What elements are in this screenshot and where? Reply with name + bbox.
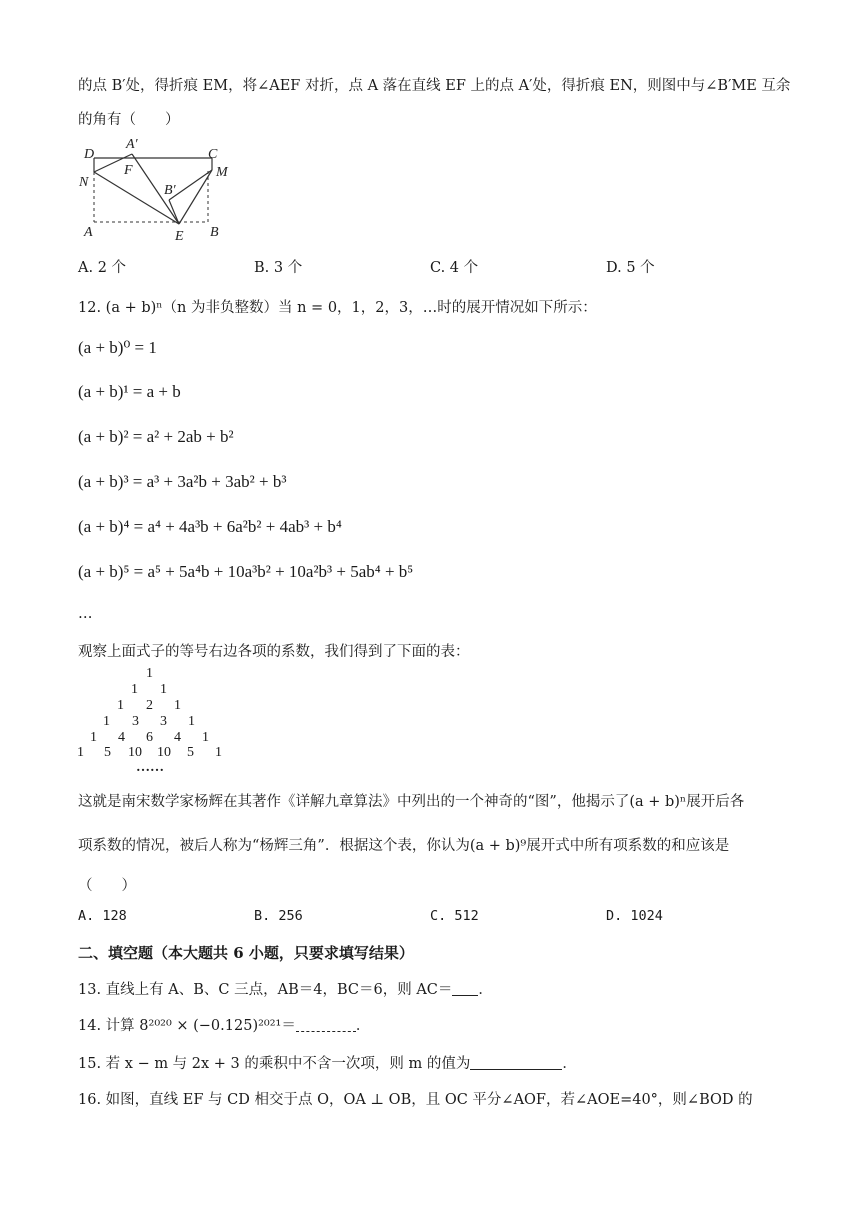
tri-dots: …… bbox=[136, 760, 164, 775]
tri-r4-c2: 6 bbox=[146, 730, 153, 745]
tri-r5-c1: 5 bbox=[104, 745, 111, 760]
q12-para-line2: 项系数的情况，被后人称为“杨辉三角”．根据这个表，你认为(a + b)⁹展开式中所有项系数的和应该是 bbox=[78, 838, 730, 854]
tri-r5-c4: 5 bbox=[187, 745, 194, 760]
fig-label-E: E bbox=[175, 229, 184, 244]
fig-label-N: N bbox=[79, 175, 89, 190]
q12-paren: （ ） bbox=[78, 878, 136, 894]
tri-r3-c1: 3 bbox=[132, 714, 139, 729]
q12-option-a: A. 128 bbox=[78, 908, 127, 924]
q12-observe: 观察上面式子的等号右边各项的系数，我们得到了下面的表： bbox=[78, 644, 470, 660]
q14-answer-blank[interactable] bbox=[296, 1017, 356, 1032]
tri-r1-c0: 1 bbox=[131, 682, 138, 697]
section-2-heading: 二、填空题（本大题共 6 小题，只要求填写结果） bbox=[78, 944, 414, 962]
q13 bbox=[78, 978, 493, 999]
q16-text: 16. 如图，直线 EF 与 CD 相交于点 O，OA ⊥ OB，且 OC 平分∠AOF，若∠AOE=40°，则∠BOD 的 bbox=[78, 1092, 753, 1108]
tri-r4-c3: 4 bbox=[174, 730, 181, 745]
q13-text: 13. 直线上有 A、B、C 三点，AB＝4，BC＝6，则 AC＝ bbox=[78, 982, 453, 998]
q13-answer-blank[interactable] bbox=[452, 981, 478, 996]
tri-r2-c0: 1 bbox=[117, 698, 124, 713]
q11-option-b: B. 3 个 bbox=[254, 260, 303, 276]
fig-label-M: M bbox=[216, 165, 228, 180]
q12-eq3: (a + b)³ = a³ + 3a²b + 3ab² + b³ bbox=[78, 472, 287, 491]
tri-r5-c5: 1 bbox=[215, 745, 222, 760]
q12-eq5: (a + b)⁵ = a⁵ + 5a⁴b + 10a³b² + 10a²b³ + 5ab⁴ + b⁵ bbox=[78, 562, 414, 581]
q15-end: ． bbox=[562, 1056, 577, 1072]
q12-eq4: (a + b)⁴ = a⁴ + 4a³b + 6a²b² + 4ab³ + b⁴ bbox=[78, 517, 342, 536]
tri-r2-c1: 2 bbox=[146, 698, 153, 713]
tri-r3-c3: 1 bbox=[188, 714, 195, 729]
tri-r4-c1: 4 bbox=[118, 730, 125, 745]
q12-intro: 12. (a + b)ⁿ（n 为非负整数）当 n = 0，1，2，3，…时的展开情况如下所示： bbox=[78, 300, 597, 316]
q12-option-c: C. 512 bbox=[430, 908, 479, 924]
tri-r3-c0: 1 bbox=[103, 714, 110, 729]
q11-line1: 的点 B′处，得折痕 EM，将∠AEF 对折，点 A 落在直线 EF 上的点 A′处，得折痕 EN，则图中与∠B′ME 互余 bbox=[78, 78, 791, 94]
q14-end: ． bbox=[355, 1018, 371, 1034]
fig-label-A: A bbox=[84, 225, 93, 240]
q15-text: 15. 若 x − m 与 2x + 3 的乘积中不含一次项，则 m 的值为 bbox=[78, 1056, 471, 1072]
q12-eq2: (a + b)² = a² + 2ab + b² bbox=[78, 427, 234, 446]
tri-r5-c0: 1 bbox=[77, 745, 84, 760]
q11-option-c: C. 4 个 bbox=[430, 260, 479, 276]
q12-eq1: (a + b)¹ = a + b bbox=[78, 382, 181, 401]
q12-option-d: D. 1024 bbox=[606, 908, 663, 924]
q14-text: 14. 计算 8²⁰²⁰ × (−0.125)²⁰²¹＝ bbox=[78, 1018, 296, 1034]
q13-end: ． bbox=[478, 982, 493, 998]
tri-r5-c3: 10 bbox=[157, 745, 171, 760]
q14 bbox=[78, 1014, 370, 1035]
fig-label-B-prime: B′ bbox=[164, 183, 176, 198]
fig-label-A-prime: A′ bbox=[126, 137, 138, 152]
q11-line2: 的角有（ ） bbox=[78, 112, 180, 128]
q11-option-a: A. 2 个 bbox=[78, 260, 127, 276]
fig-label-B: B bbox=[210, 225, 219, 240]
tri-r1-c1: 1 bbox=[160, 682, 167, 697]
tri-r0-c0: 1 bbox=[146, 666, 153, 681]
tri-r2-c2: 1 bbox=[174, 698, 181, 713]
fig-label-D: D bbox=[84, 147, 95, 162]
q12-para-line1: 这就是南宋数学家杨辉在其著作《详解九章算法》中列出的一个神奇的“图”，他揭示了(a + b)ⁿ展开后各 bbox=[78, 794, 745, 810]
q12-eq0: (a + b)⁰ = 1 bbox=[78, 338, 157, 357]
q15-answer-blank[interactable] bbox=[470, 1055, 562, 1070]
q11-option-d: D. 5 个 bbox=[606, 260, 655, 276]
tri-r4-c4: 1 bbox=[202, 730, 209, 745]
q12-ellipsis: … bbox=[78, 606, 93, 622]
tri-r5-c2: 10 bbox=[128, 745, 142, 760]
q12-option-b: B. 256 bbox=[254, 908, 303, 924]
fig-label-F: F bbox=[124, 163, 133, 178]
tri-r4-c0: 1 bbox=[90, 730, 97, 745]
q11-figure bbox=[76, 136, 236, 246]
q15 bbox=[78, 1052, 577, 1073]
tri-r3-c2: 3 bbox=[160, 714, 167, 729]
fig-label-C: C bbox=[208, 147, 218, 162]
